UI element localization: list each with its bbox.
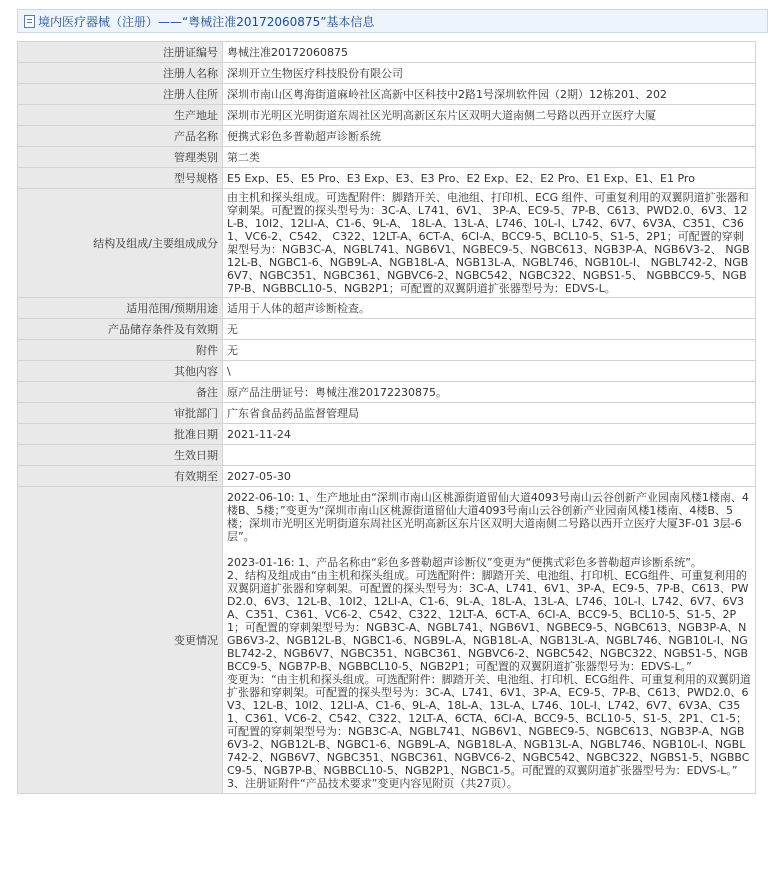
field-label: 结构及组成/主要组成成分 <box>18 189 223 298</box>
row-other-content <box>18 361 756 382</box>
field-value: 由主机和探头组成。可选配附件：脚踏开关、电池组、打印机、ECG 组件、可重复利用的双翼阴道扩张器和穿刺架。可配置的探头型号为：3C-A、L741、6V1、 3P-A、EC9-5、7P-B、C613、PWD2.0、6V3、12L-B、10I2、12LI-A、C1-6、9L-A、 18L-A、13L-A、L746、10L-I、L742、6V7、6V3A、C351、C361、VC6-2、C542、 C322、12LT-A、6CT-A、6CI-A、BCC9-5、BCL10-5、S1-5、2P1；可配置的穿刺架型号为：NGB3C-A、NGBL741、NGB6V1、NGBEC9-5、NGBC613、NGB3P-A、NGB6V3-2、 NGB12L-B、NGBC1-6、NGB9L-A、NGB18L-A、NGB13L-A、NGBL746、NGB10L-I、 NGBL742-2、NGB6V7、NGBC351、NGBC361、NGBVC6-2、NGBC542、NGBC322、NGBS1-5、 NGBBCC9-5、NGB7P-B、NGBBCL10-5、NGB2P1；可配置的双翼阴道扩张器型号为：EDVS-L。 <box>223 189 756 298</box>
row-intended-use <box>18 298 756 319</box>
field-label: 附件 <box>18 340 223 361</box>
row-management-category <box>18 147 756 168</box>
field-label: 适用范围/预期用途 <box>18 298 223 319</box>
field-label: 注册人名称 <box>18 63 223 84</box>
field-value: 粤械注准20172060875 <box>223 42 756 63</box>
field-label: 产品名称 <box>18 126 223 147</box>
field-label: 注册人住所 <box>18 84 223 105</box>
field-label: 有效期至 <box>18 466 223 487</box>
row-approval-date <box>18 424 756 445</box>
row-model-spec <box>18 168 756 189</box>
document-icon <box>24 15 35 28</box>
field-value: 无 <box>223 340 756 361</box>
field-label: 批准日期 <box>18 424 223 445</box>
field-label: 生产地址 <box>18 105 223 126</box>
row-valid-until <box>18 466 756 487</box>
row-approval-dept <box>18 403 756 424</box>
field-value: 广东省食品药品监督管理局 <box>223 403 756 424</box>
field-value: \ <box>223 361 756 382</box>
page-header <box>17 9 768 33</box>
field-label: 注册证编号 <box>18 42 223 63</box>
row-registration-number <box>18 42 756 63</box>
field-label: 审批部门 <box>18 403 223 424</box>
row-registrant-name <box>18 63 756 84</box>
registration-info-table <box>17 41 756 794</box>
field-label: 生效日期 <box>18 445 223 466</box>
field-label: 备注 <box>18 382 223 403</box>
row-remarks <box>18 382 756 403</box>
row-storage-validity <box>18 319 756 340</box>
row-structure-composition <box>18 189 756 298</box>
row-production-address <box>18 105 756 126</box>
field-label: 其他内容 <box>18 361 223 382</box>
field-label: 管理类别 <box>18 147 223 168</box>
field-value: 便携式彩色多普勒超声诊断系统 <box>223 126 756 147</box>
field-value: 第二类 <box>223 147 756 168</box>
row-registrant-address <box>18 84 756 105</box>
field-label: 型号规格 <box>18 168 223 189</box>
row-attachments <box>18 340 756 361</box>
field-value: 深圳开立生物医疗科技股份有限公司 <box>223 63 756 84</box>
page-title: 境内医疗器械（注册）——“粤械注准20172060875”基本信息 <box>38 14 375 29</box>
field-value: 深圳市南山区粤海街道麻岭社区高新中区科技中2路1号深圳软件园（2期）12栋201、202 <box>223 84 756 105</box>
row-product-name <box>18 126 756 147</box>
field-label: 产品储存条件及有效期 <box>18 319 223 340</box>
field-value: 原产品注册证号：粤械注准20172230875。 <box>223 382 756 403</box>
field-value <box>223 445 756 466</box>
row-effective-date <box>18 445 756 466</box>
field-value: 2027-05-30 <box>223 466 756 487</box>
field-label: 变更情况 <box>18 487 223 794</box>
field-value: 无 <box>223 319 756 340</box>
field-value: 2021-11-24 <box>223 424 756 445</box>
field-value: 深圳市光明区光明街道东周社区光明高新区东片区双明大道南侧二号路以西开立医疗大厦 <box>223 105 756 126</box>
field-value: 2022-06-10: 1、生产地址由“深圳市南山区桃源街道留仙大道4093号南山云谷创新产业园南风楼1楼南、4楼B、5楼；”变更为“深圳市南山区桃源街道留仙大道4093号南山云谷创新产业园南风楼1楼南、4楼B、5楼；深圳市光明区光明街道东周社区光明高新区东片区双明大道南侧二号路以西开立医疗大厦3F-01 3层-6层”。 2023-01-16: 1、产品名称由“彩色多普勒超声诊断仪”变更为“便携式彩色多普勒超声诊断系统”。 2、结构及组成由“由主机和探头组成。可选配附件：脚踏开关、电池组、打印机、ECG组件、可重复利用的双翼阴道扩张器和穿刺架。可配置的探头型号为：3C-A、L741、6V1、3P-A、EC9-5、7P-B、C613、PWD2.0、6V3、12L-B、10I2、12LI-A、C1-6、9L-A、18L-A、13L-A、L746、10L-I、L742、6V7、6V3A、C351、C361、VC6-2、C542、C322、12LT-A、6CT-A、6CI-A、BCC9-5、BCL10-5、S1-5、2P1；可配置的穿刺架型号为：NGB3C-A、NGBL741、NGB6V1、NGBEC9-5、NGBC613、NGB3P-A、NGB6V3-2、NGB12L-B、NGBC1-6、NGB9L-A、NGB18L-A、NGB13L-A、NGBL746、NGB10L-I、NGBL742-2、NGB6V7、NGBC351、NGBC361、NGBVC6-2、NGBC542、NGBC322、NGBS1-5、NGBBCC9-5、NGB7P-B、NGBBCL10-5、NGB2P1；可配置的双翼阴道扩张器型号为：EDVS-L。” 变更为：“由主机和探头组成。可选配附件：脚踏开关、电池组、打印机、ECG组件、可重复利用的双翼阴道扩张器和穿刺架。可配置的探头型号为：3C-A、L741、6V1、3P-A、EC9-5、7P-B、C613、PWD2.0、6V3、12L-B、10I2、12LI-A、C1-6、9L-A、18L-A、13L-A、L746、10L-I、L742、6V7、6V3A、C351、C361、VC6-2、C542、C322、12LT-A、6CTA、6CI-A、BCC9-5、BCL10-5、S1-5、2P1、C1-5；可配置的穿刺架型号为：NGB3C-A、NGBL741、NGB6V1、NGBEC9-5、NGBC613、NGB3P-A、NGB6V3-2、NGB12L-B、NGBC1-6、NGB9L-A、NGB18L-A、NGB13L-A、NGBL746、NGB10L-I、NGBL742-2、NGB6V7、NGBC351、NGBC361、NGBVC6-2、NGBC542、NGBC322、NGBS1-5、NGBBCC9-5、NGB7P-B、NGBBCL10-5、NGB2P1、NGBC1-5。可配置的双翼阴道扩张器型号为：EDVS-L。” 3、注册证附件“产品技术要求”变更内容见附页（共27页）。 <box>223 487 756 794</box>
field-value: E5 Exp、E5、E5 Pro、E3 Exp、E3、E3 Pro、E2 Exp、E2、E2 Pro、E1 Exp、E1、E1 Pro <box>223 168 756 189</box>
row-change-history <box>18 487 756 794</box>
field-value: 适用于人体的超声诊断检查。 <box>223 298 756 319</box>
